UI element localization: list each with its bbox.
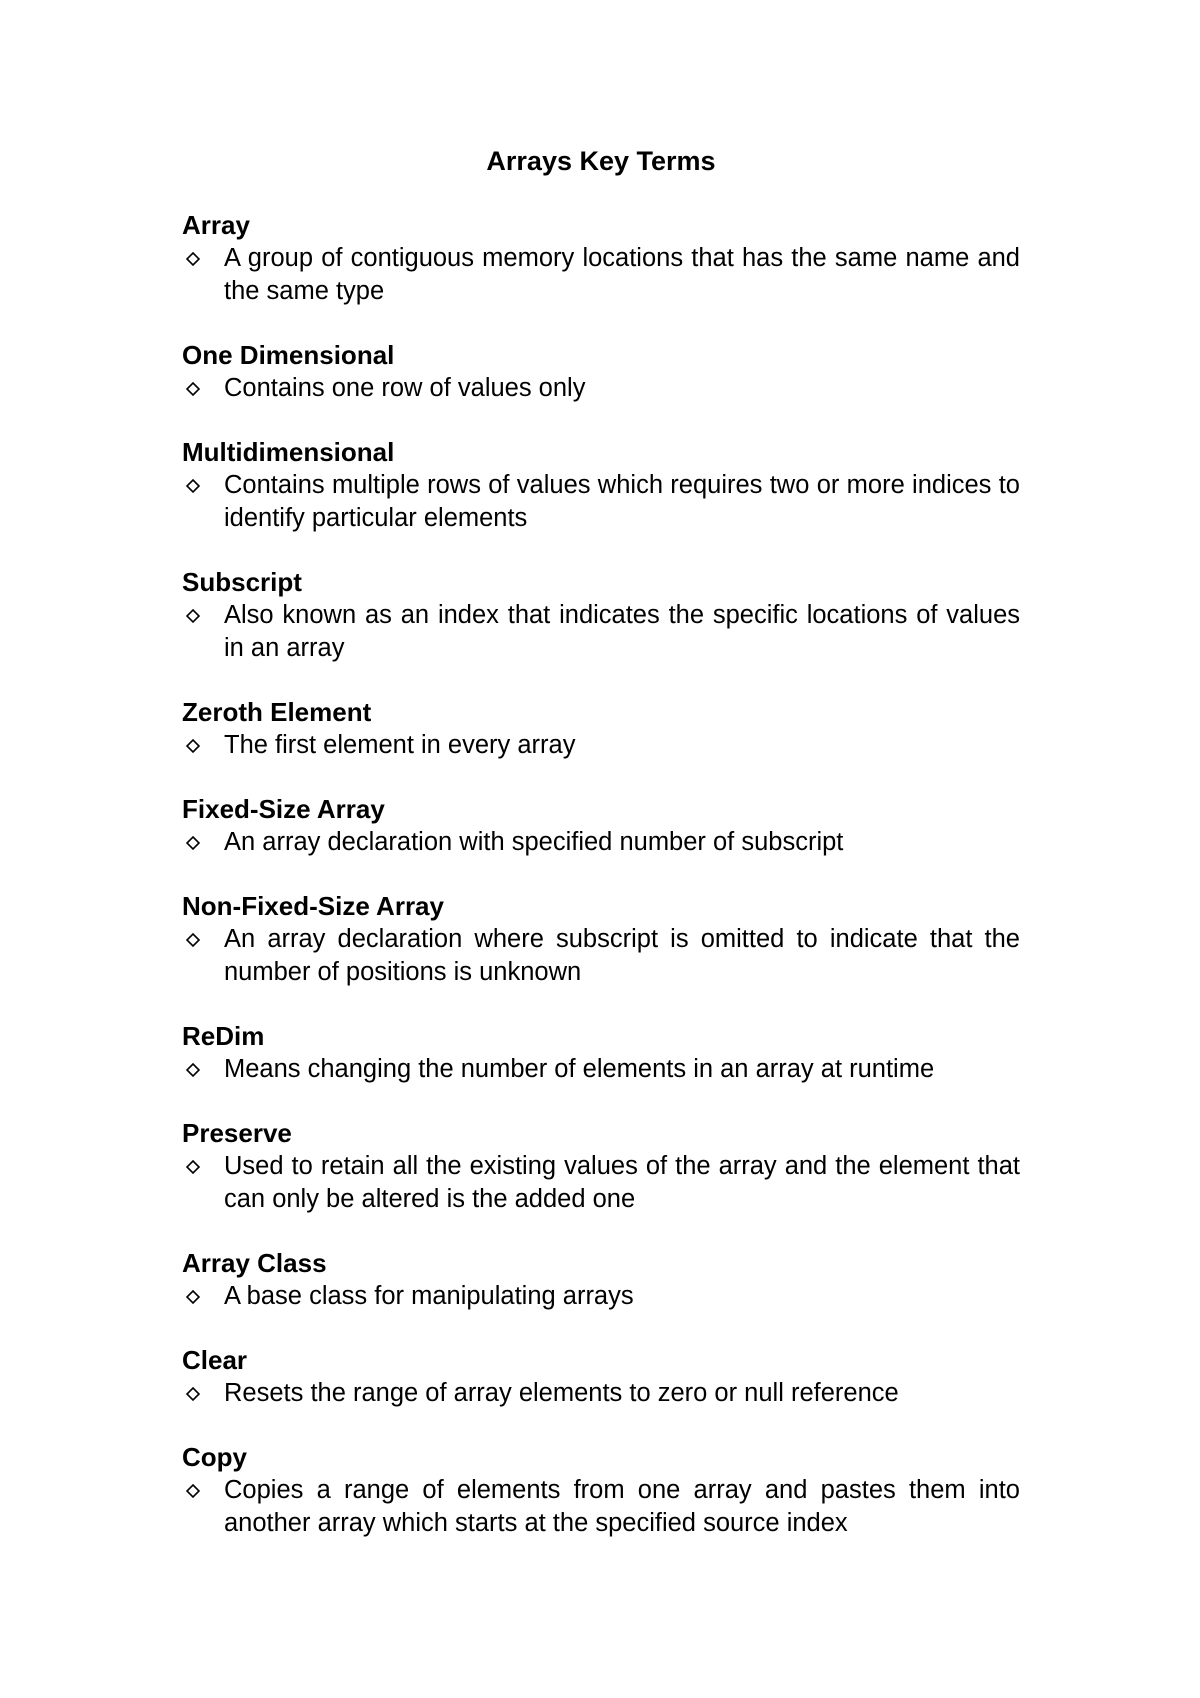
term-definition-text: Copies a range of elements from one array and pastes them into another array which starts at the specified source index — [224, 1476, 1020, 1537]
document-body — [182, 144, 1020, 1571]
term-heading: Copy — [182, 1442, 247, 1472]
diamond-bullet-icon — [182, 923, 224, 956]
term-definition — [182, 923, 1020, 989]
term-definition — [182, 372, 1020, 405]
term-definition — [182, 1053, 1020, 1086]
term-entry — [182, 793, 1020, 859]
diamond-bullet-icon — [182, 1377, 224, 1410]
term-entry — [182, 1117, 1020, 1216]
diamond-bullet-icon — [182, 1150, 224, 1183]
term-heading: One Dimensional — [182, 340, 395, 370]
term-definition — [182, 599, 1020, 665]
term-entry — [182, 1247, 1020, 1313]
diamond-bullet-icon — [182, 1280, 224, 1313]
term-definition-text: An array declaration with specified number of subscript — [224, 828, 844, 856]
term-definition-text: Means changing the number of elements in an array at runtime — [224, 1055, 935, 1083]
term-definition-text: Contains one row of values only — [224, 374, 586, 402]
term-entry — [182, 1441, 1020, 1540]
term-entry — [182, 209, 1020, 308]
term-definition-text: Used to retain all the existing values of the array and the element that can only be altered is the added one — [224, 1152, 1020, 1213]
term-entry — [182, 1020, 1020, 1086]
term-entry — [182, 1344, 1020, 1410]
term-entry — [182, 566, 1020, 665]
term-definition — [182, 729, 1020, 762]
diamond-bullet-icon — [182, 469, 224, 502]
term-heading: Non-Fixed-Size Array — [182, 891, 444, 921]
term-heading: Clear — [182, 1345, 248, 1375]
term-entry — [182, 696, 1020, 762]
term-definition — [182, 826, 1020, 859]
term-definition-text: Resets the range of array elements to zero or null reference — [224, 1379, 899, 1407]
term-heading: Subscript — [182, 567, 302, 597]
term-heading: ReDim — [182, 1021, 265, 1051]
term-heading: Multidimensional — [182, 437, 395, 467]
term-definition — [182, 469, 1020, 535]
diamond-bullet-icon — [182, 1474, 224, 1507]
terms-list — [182, 209, 1020, 1540]
term-definition-text: Contains multiple rows of values which requires two or more indices to identify particular elements — [224, 471, 1020, 532]
term-heading: Fixed-Size Array — [182, 794, 385, 824]
diamond-bullet-icon — [182, 599, 224, 632]
diamond-bullet-icon — [182, 1053, 224, 1086]
term-entry — [182, 436, 1020, 535]
term-entry — [182, 339, 1020, 405]
term-definition — [182, 1377, 1020, 1410]
term-definition — [182, 1280, 1020, 1313]
term-definition-text: A group of contiguous memory locations that has the same name and the same type — [224, 244, 1020, 305]
diamond-bullet-icon — [182, 372, 224, 405]
term-definition-text: The first element in every array — [224, 731, 576, 759]
term-definition — [182, 242, 1020, 308]
term-entry — [182, 890, 1020, 989]
diamond-bullet-icon — [182, 242, 224, 275]
term-heading: Preserve — [182, 1118, 292, 1148]
term-definition — [182, 1150, 1020, 1216]
term-heading: Zeroth Element — [182, 697, 372, 727]
page-title: Arrays Key Terms — [486, 146, 716, 176]
term-definition-text: A base class for manipulating arrays — [224, 1282, 634, 1310]
term-definition — [182, 1474, 1020, 1540]
term-heading: Array Class — [182, 1248, 327, 1278]
diamond-bullet-icon — [182, 729, 224, 762]
term-heading: Array — [182, 210, 250, 240]
diamond-bullet-icon — [182, 826, 224, 859]
term-definition-text: An array declaration where subscript is omitted to indicate that the number of positions is unknown — [224, 925, 1020, 986]
term-definition-text: Also known as an index that indicates the specific locations of values in an array — [224, 601, 1020, 662]
